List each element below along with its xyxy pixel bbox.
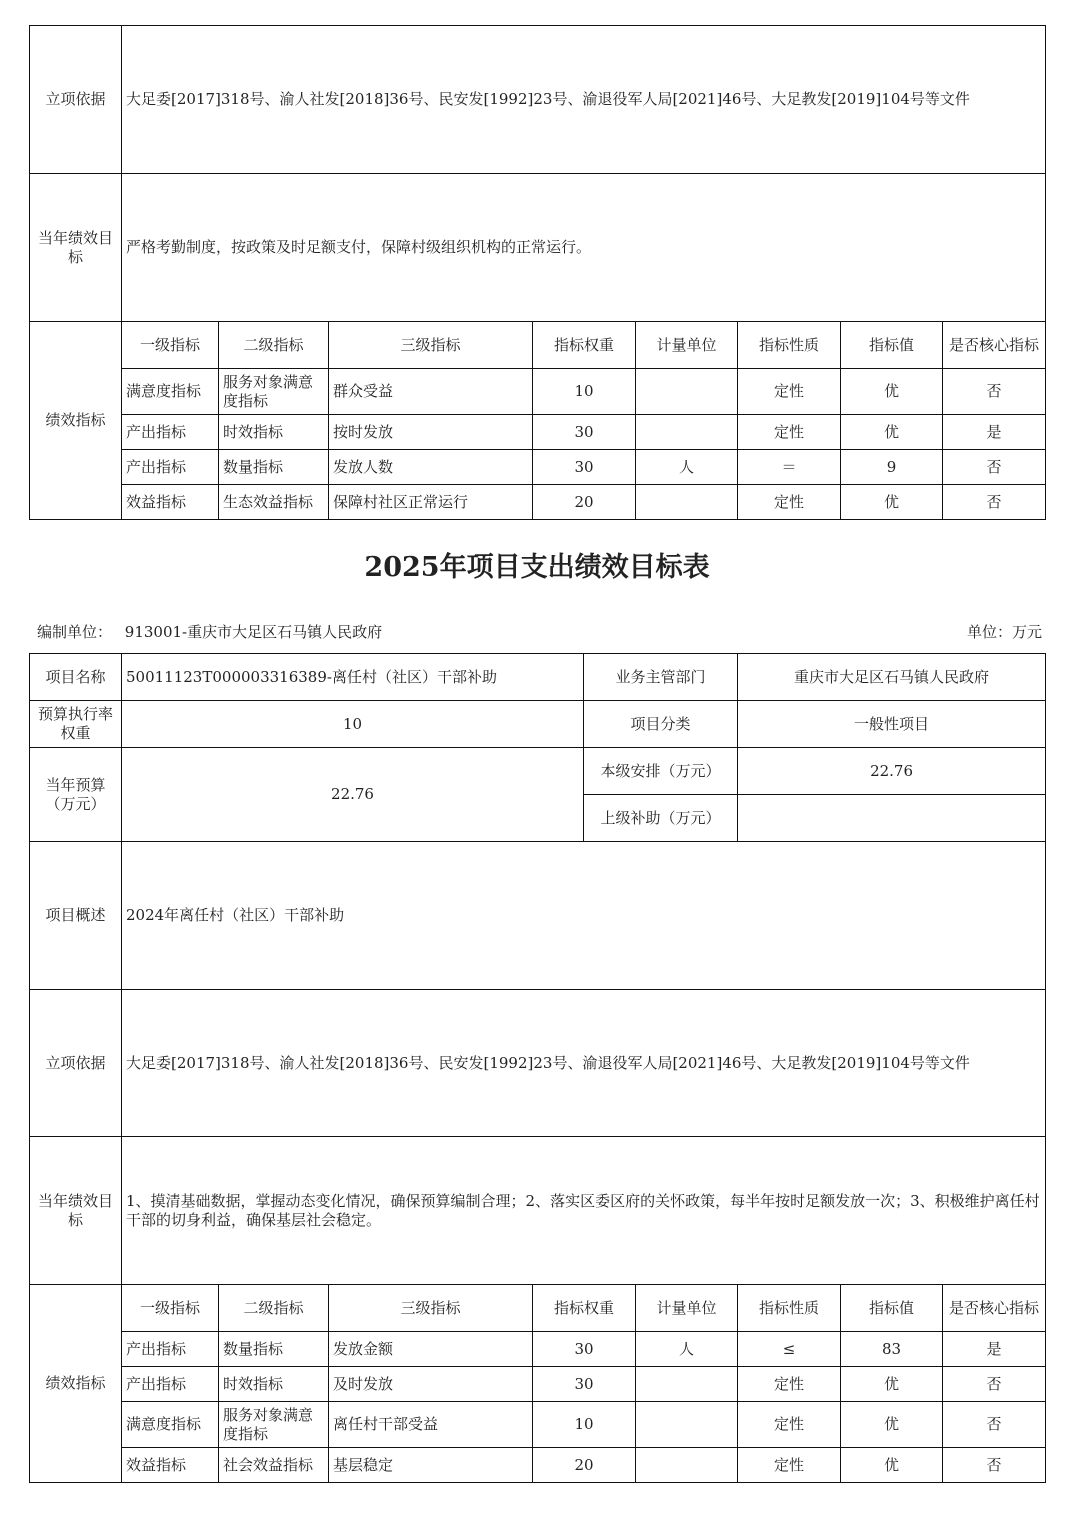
goal-label: 当年绩效目标 bbox=[30, 174, 122, 322]
header-cell: 二级指标 bbox=[219, 322, 329, 369]
header-cell: 一级指标 bbox=[122, 1285, 219, 1332]
header-cell: 指标权重 bbox=[533, 322, 636, 369]
basis-text: 大足委[2017]318号、渝人社发[2018]36号、民安发[1992]23号、渝退役军人局[2021]46号、大足教发[2019]104号等文件 bbox=[122, 990, 1046, 1137]
cell: 优 bbox=[841, 1402, 943, 1448]
superior-value bbox=[738, 795, 1046, 842]
goal-text: 严格考勤制度，按政策及时足额支付，保障村级组织机构的正常运行。 bbox=[122, 174, 1046, 322]
cell: 效益指标 bbox=[122, 485, 219, 520]
cell: 及时发放 bbox=[329, 1367, 533, 1402]
exec-weight-value: 10 bbox=[122, 701, 584, 748]
local-label: 本级安排（万元） bbox=[584, 748, 738, 795]
table-header-row bbox=[30, 1285, 1046, 1332]
cell: 30 bbox=[533, 1367, 636, 1402]
cell: 基层稳定 bbox=[329, 1448, 533, 1483]
table-header-row bbox=[30, 322, 1046, 369]
category-label: 项目分类 bbox=[584, 701, 738, 748]
header-cell: 指标值 bbox=[841, 1285, 943, 1332]
cell: 优 bbox=[841, 415, 943, 450]
cell: 20 bbox=[533, 1448, 636, 1483]
cell: 否 bbox=[943, 1448, 1046, 1483]
header-cell: 指标性质 bbox=[738, 1285, 841, 1332]
basis-label: 立项依据 bbox=[30, 26, 122, 174]
local-value: 22.76 bbox=[738, 748, 1046, 795]
cell: 人 bbox=[636, 1332, 738, 1367]
cell: 10 bbox=[533, 369, 636, 415]
cell: 保障村社区正常运行 bbox=[329, 485, 533, 520]
cell: 产出指标 bbox=[122, 1332, 219, 1367]
header-cell: 是否核心指标 bbox=[943, 1285, 1046, 1332]
basis-text: 大足委[2017]318号、渝人社发[2018]36号、民安发[1992]23号、渝退役军人局[2021]46号、大足教发[2019]104号等文件 bbox=[122, 26, 1046, 174]
cell: 优 bbox=[841, 1367, 943, 1402]
perf-label: 绩效指标 bbox=[30, 322, 122, 520]
cell: 定性 bbox=[738, 1448, 841, 1483]
cell: 产出指标 bbox=[122, 1367, 219, 1402]
header-cell: 是否核心指标 bbox=[943, 322, 1046, 369]
header-cell: 计量单位 bbox=[636, 322, 738, 369]
cell: 时效指标 bbox=[219, 415, 329, 450]
cell: 发放人数 bbox=[329, 450, 533, 485]
table-row bbox=[30, 1332, 1046, 1367]
goal-text: 1、摸清基础数据，掌握动态变化情况，确保预算编制合理；2、落实区委区府的关怀政策，每半年按时足额发放一次；3、积极维护离任村干部的切身利益，确保基层社会稳定。 bbox=[122, 1137, 1046, 1285]
overview-label: 项目概述 bbox=[30, 842, 122, 990]
cell: 否 bbox=[943, 1402, 1046, 1448]
cell: 否 bbox=[943, 485, 1046, 520]
cell: 按时发放 bbox=[329, 415, 533, 450]
cell: 否 bbox=[943, 450, 1046, 485]
cell: 83 bbox=[841, 1332, 943, 1367]
cell: 满意度指标 bbox=[122, 369, 219, 415]
cell: 效益指标 bbox=[122, 1448, 219, 1483]
table-row bbox=[30, 485, 1046, 520]
superior-label: 上级补助（万元） bbox=[584, 795, 738, 842]
dept-value: 重庆市大足区石马镇人民政府 bbox=[738, 654, 1046, 701]
perf-label: 绩效指标 bbox=[30, 1285, 122, 1483]
cell: 9 bbox=[841, 450, 943, 485]
top-performance-table bbox=[29, 25, 1046, 520]
cell: 时效指标 bbox=[219, 1367, 329, 1402]
budget-value: 22.76 bbox=[122, 748, 584, 842]
project-name-label: 项目名称 bbox=[30, 654, 122, 701]
header-cell: 三级指标 bbox=[329, 1285, 533, 1332]
category-value: 一般性项目 bbox=[738, 701, 1046, 748]
cell bbox=[636, 1367, 738, 1402]
header-cell: 一级指标 bbox=[122, 322, 219, 369]
cell: 发放金额 bbox=[329, 1332, 533, 1367]
cell: 定性 bbox=[738, 415, 841, 450]
table-row bbox=[30, 415, 1046, 450]
header-cell: 指标权重 bbox=[533, 1285, 636, 1332]
org-info bbox=[37, 621, 382, 642]
cell: 产出指标 bbox=[122, 415, 219, 450]
cell: 优 bbox=[841, 1448, 943, 1483]
cell bbox=[636, 1402, 738, 1448]
cell: 人 bbox=[636, 450, 738, 485]
cell: ≤ bbox=[738, 1332, 841, 1367]
header-cell: 指标性质 bbox=[738, 322, 841, 369]
cell: 定性 bbox=[738, 369, 841, 415]
cell: 20 bbox=[533, 485, 636, 520]
dept-label: 业务主管部门 bbox=[584, 654, 738, 701]
cell: 数量指标 bbox=[219, 1332, 329, 1367]
header-cell: 三级指标 bbox=[329, 322, 533, 369]
cell bbox=[636, 369, 738, 415]
cell: 数量指标 bbox=[219, 450, 329, 485]
cell: 优 bbox=[841, 369, 943, 415]
cell: 社会效益指标 bbox=[219, 1448, 329, 1483]
cell: 否 bbox=[943, 1367, 1046, 1402]
page-title: 2025年项目支出绩效目标表 bbox=[364, 552, 710, 583]
table-row bbox=[30, 369, 1046, 415]
cell: 定性 bbox=[738, 1367, 841, 1402]
cell: 产出指标 bbox=[122, 450, 219, 485]
header-cell: 二级指标 bbox=[219, 1285, 329, 1332]
header-cell: 指标值 bbox=[841, 322, 943, 369]
cell: 生态效益指标 bbox=[219, 485, 329, 520]
cell: ＝ bbox=[738, 450, 841, 485]
cell: 否 bbox=[943, 369, 1046, 415]
cell bbox=[636, 485, 738, 520]
goal-label: 当年绩效目标 bbox=[30, 1137, 122, 1285]
cell bbox=[636, 415, 738, 450]
cell: 30 bbox=[533, 450, 636, 485]
cell: 服务对象满意度指标 bbox=[219, 369, 329, 415]
cell: 定性 bbox=[738, 485, 841, 520]
cell: 30 bbox=[533, 415, 636, 450]
exec-weight-label: 预算执行率权重 bbox=[30, 701, 122, 748]
header-cell: 计量单位 bbox=[636, 1285, 738, 1332]
cell: 满意度指标 bbox=[122, 1402, 219, 1448]
cell: 是 bbox=[943, 1332, 1046, 1367]
org-value: 913001-重庆市大足区石马镇人民政府 bbox=[124, 623, 383, 641]
cell: 是 bbox=[943, 415, 1046, 450]
project-performance-table bbox=[29, 653, 1046, 1483]
table-row bbox=[30, 1402, 1046, 1448]
table-row bbox=[30, 450, 1046, 485]
overview-text: 2024年离任村（社区）干部补助 bbox=[122, 842, 1046, 990]
basis-label: 立项依据 bbox=[30, 990, 122, 1137]
cell: 服务对象满意度指标 bbox=[219, 1402, 329, 1448]
cell bbox=[636, 1448, 738, 1483]
cell: 定性 bbox=[738, 1402, 841, 1448]
budget-label: 当年预算（万元） bbox=[30, 748, 122, 842]
table-row bbox=[30, 1367, 1046, 1402]
project-name: 50011123T000003316389-离任村（社区）干部补助 bbox=[122, 654, 584, 701]
org-label: 编制单位： bbox=[37, 623, 113, 641]
cell: 优 bbox=[841, 485, 943, 520]
unit-label: 单位：万元 bbox=[966, 623, 1042, 641]
cell: 群众受益 bbox=[329, 369, 533, 415]
cell: 10 bbox=[533, 1402, 636, 1448]
cell: 30 bbox=[533, 1332, 636, 1367]
table-row bbox=[30, 1448, 1046, 1483]
cell: 离任村干部受益 bbox=[329, 1402, 533, 1448]
